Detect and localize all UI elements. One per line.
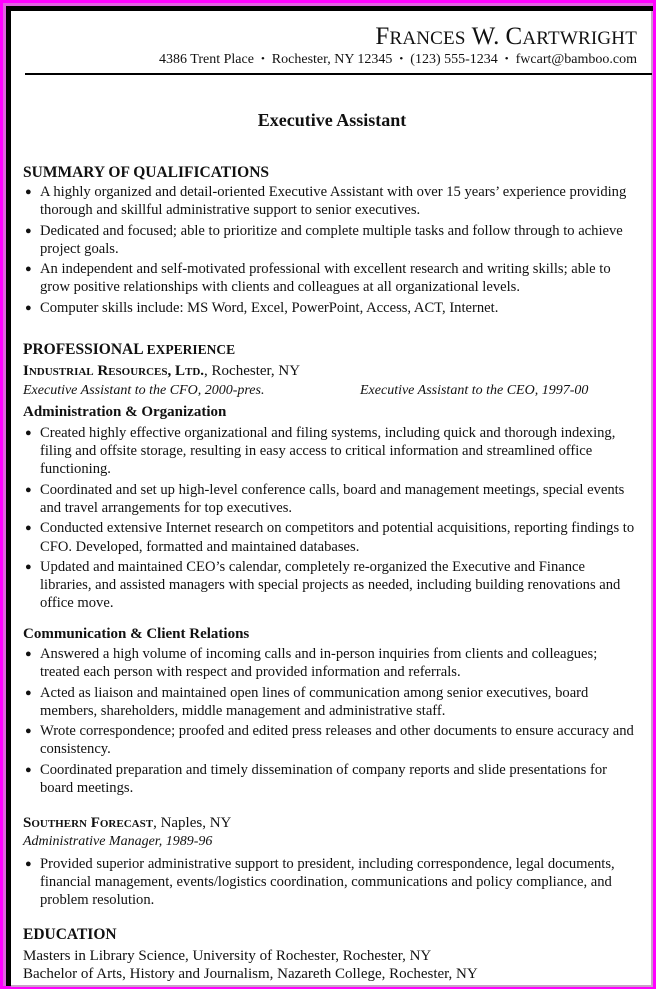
bullet-icon: ● [25, 763, 32, 776]
company-name: Industrial Resources, Ltd. [23, 363, 205, 379]
company-location: , Naples, NY [153, 815, 232, 831]
list-item-text: Updated and maintained CEO’s calendar, completely re-organized the Executive and Finance libraries, and assisted managers with special projects as needed, including building renovations and office move. [40, 558, 621, 612]
list-item [23, 722, 635, 758]
list-item [23, 424, 635, 479]
summary-heading: SUMMARY OF QUALIFICATIONS [23, 164, 270, 181]
list-item [23, 299, 635, 317]
list-item [23, 222, 635, 258]
list-item [23, 481, 635, 517]
experience-heading-main: PROFESSIONAL [23, 341, 143, 358]
bullet-separator-icon: • [260, 53, 265, 65]
name-first-initial: F [375, 23, 390, 50]
list-item-text: Wrote correspondence; proofed and edited press releases and other documents to ensure accuracy and consistency. [40, 723, 634, 758]
experience-heading [23, 341, 235, 359]
list-item-text: Created highly effective organizational and filing systems, including quick and thorough indexing, filing and offsite storage, resulting in easy access to critical information and streamlined office functioning. [40, 425, 616, 478]
contact-address: 4386 Trent Place [159, 52, 254, 67]
list-item-text: An independent and self-motivated professional with excellent research and writing skills; able to grow positive relationships with clients and colleagues at all organizational levels. [40, 261, 611, 296]
list-item-text: Dedicated and focused; able to prioritize and complete multiple tasks and follow through to achieve project goals. [40, 222, 623, 257]
company-location: , Rochester, NY [204, 363, 301, 379]
name-first-rest: RANCES [389, 28, 466, 49]
education-item: Bachelor of Arts, History and Journalism, Nazareth College, Rochester, NY [23, 966, 478, 982]
list-item [23, 183, 635, 219]
bullet-icon: ● [25, 186, 32, 198]
company-industrial-resources [23, 363, 300, 380]
communication-list [23, 645, 635, 799]
bullet-icon: ● [25, 725, 32, 738]
role-administrative-manager: Administrative Manager, 1989-96 [23, 834, 213, 849]
bullet-separator-icon: • [504, 53, 509, 65]
list-item-text: Acted as liaison and maintained open lines of communication among senior executives, board members, shareholders, middle management and administrative staff. [40, 684, 589, 719]
list-item [23, 855, 635, 910]
header-divider [25, 73, 652, 75]
administration-list [23, 424, 635, 615]
company-southern-forecast [23, 815, 231, 832]
bullet-icon: ● [25, 427, 32, 439]
bullet-icon: ● [25, 560, 32, 573]
inner-border [6, 6, 653, 986]
southern-forecast-list [23, 855, 635, 912]
list-item-text: A highly organized and detail-oriented Executive Assistant with over 15 years’ experience providing thorough and skillful administrative support to senior executives. [40, 184, 627, 219]
summary-list [23, 183, 635, 319]
candidate-name [375, 23, 637, 51]
list-item-text: Provided superior administrative support to president, including correspondence, legal documents, financial management, events/logistics coordination, communications and policy compliance, and problem resolution. [40, 856, 615, 909]
outer-frame [3, 3, 653, 986]
list-item-text: Answered a high volume of incoming calls and in-person inquiries from clients and colleagues; treated each person with respect and provided information and referrals. [40, 646, 598, 681]
bullet-icon: ● [25, 522, 32, 535]
subheading-administration: Administration & Organization [23, 404, 227, 420]
list-item [23, 761, 635, 797]
contact-email: fwcart@bamboo.com [515, 52, 637, 67]
bullet-icon: ● [25, 686, 32, 699]
name-middle: W. [471, 23, 500, 50]
list-item [23, 684, 635, 720]
contact-line [159, 52, 637, 68]
list-item [23, 519, 635, 555]
resume-page [11, 11, 653, 987]
role-cfo: Executive Assistant to the CFO, 2000-pres. [23, 383, 265, 398]
bullet-icon: ● [25, 648, 32, 660]
list-item [23, 645, 635, 681]
contact-city: Rochester, NY 12345 [271, 52, 393, 67]
bullet-separator-icon: • [399, 53, 404, 65]
list-item-text: Coordinated preparation and timely dissemination of company reports and slide presentations for board meetings. [40, 761, 607, 796]
bullet-icon: ● [25, 301, 32, 314]
education-heading: EDUCATION [23, 926, 117, 943]
experience-heading-rest: EXPERIENCE [146, 342, 236, 357]
name-last-rest: ARTWRIGHT [522, 28, 637, 49]
bullet-icon: ● [25, 224, 32, 237]
subheading-communication: Communication & Client Relations [23, 626, 250, 642]
contact-phone: (123) 555-1234 [410, 52, 498, 67]
job-title: Executive Assistant [257, 110, 407, 130]
list-item [23, 260, 635, 296]
list-item-text: Coordinated and set up high-level conference calls, board and management meetings, special events and travel arrangements for top executives. [40, 481, 625, 516]
bullet-icon: ● [25, 858, 32, 870]
list-item [23, 558, 635, 613]
bullet-icon: ● [25, 263, 32, 276]
name-last-initial: C [505, 23, 523, 50]
company-name: Southern Forecast [23, 815, 154, 831]
list-item-text: Computer skills include: MS Word, Excel, PowerPoint, Access, ACT, Internet. [40, 299, 499, 316]
education-item: Masters in Library Science, University of Rochester, Rochester, NY [23, 948, 432, 964]
role-ceo: Executive Assistant to the CEO, 1997-00 [360, 383, 589, 398]
list-item-text: Conducted extensive Internet research on competitors and potential acquisitions, reporting findings to CFO. Developed, formatted and maintained databases. [40, 520, 635, 555]
bullet-icon: ● [25, 483, 32, 496]
